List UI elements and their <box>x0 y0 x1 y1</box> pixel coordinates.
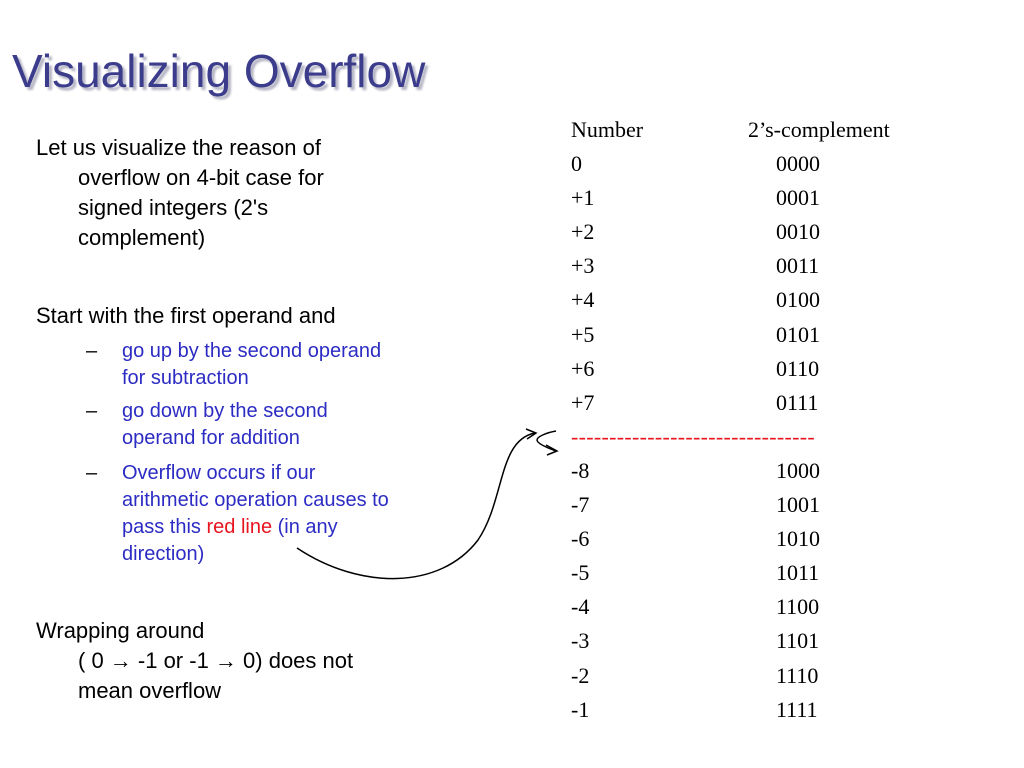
wrap-line-1: Wrapping around <box>36 618 205 643</box>
arrow-head-lower <box>546 445 557 455</box>
bullet-subtraction <box>86 338 466 392</box>
bullet-line: arithmetic operation causes to <box>122 489 389 511</box>
bullet-line: for subtraction <box>122 367 249 389</box>
bullet-text: pass this <box>122 516 207 538</box>
row-number: -7 <box>571 492 590 518</box>
row-number: -2 <box>571 662 590 688</box>
wrap-paragraph <box>36 616 466 706</box>
row-number: -6 <box>571 526 590 552</box>
row-binary: 0000 <box>776 151 820 177</box>
wrap-line-3: mean overflow <box>78 678 222 703</box>
row-binary: 1111 <box>776 696 818 722</box>
bullet-line: operand for addition <box>122 427 300 449</box>
bullet-dash: – <box>86 400 98 422</box>
start-line: Start with the first operand and <box>36 303 336 328</box>
bullet-text: (in any <box>272 516 338 538</box>
intro-line-2: overflow on 4-bit case for <box>78 165 324 190</box>
row-number: -4 <box>571 594 590 620</box>
bullet-line: Overflow occurs if our <box>122 462 316 484</box>
row-number: +7 <box>571 389 595 415</box>
row-binary: 1000 <box>776 457 820 483</box>
bullet-addition <box>86 398 466 452</box>
bullet-overflow <box>86 460 466 568</box>
row-binary: 0001 <box>776 185 820 211</box>
slide-title: Visualizing Overflow <box>12 45 426 97</box>
bullet-line: direction) <box>122 543 205 565</box>
row-number: -1 <box>571 696 590 722</box>
row-number: +1 <box>571 185 595 211</box>
row-number: -3 <box>571 628 590 654</box>
row-number: -5 <box>571 560 590 586</box>
intro-line-1: Let us visualize the reason of <box>36 135 321 160</box>
row-binary: 0100 <box>776 287 820 313</box>
row-number: 0 <box>571 151 582 177</box>
row-number: +5 <box>571 321 595 347</box>
curve-return <box>537 431 556 451</box>
row-binary: 0010 <box>776 219 820 245</box>
bullet-line <box>86 514 466 541</box>
row-number: +3 <box>571 253 595 279</box>
bullet-dash: – <box>86 462 98 484</box>
row-number: -8 <box>571 457 590 483</box>
red-line-text: red line <box>206 516 273 538</box>
start-paragraph <box>36 301 466 331</box>
row-binary: 1010 <box>776 526 820 552</box>
row-binary: 1110 <box>776 662 819 688</box>
row-binary: 1101 <box>776 628 820 654</box>
bullet-line: go down by the second <box>122 400 328 422</box>
row-binary: 1001 <box>776 492 820 518</box>
row-number: +2 <box>571 219 595 245</box>
intro-line-3: signed integers (2's <box>78 195 269 220</box>
row-number: +6 <box>571 355 595 381</box>
header-complement: 2’s-complement <box>748 117 890 142</box>
row-binary: 1011 <box>776 560 820 586</box>
row-binary: 0101 <box>776 321 820 347</box>
intro-line-4: complement) <box>78 225 206 250</box>
bullet-dash: – <box>86 340 98 362</box>
row-number: +4 <box>571 287 595 313</box>
header-number: Number <box>571 117 644 142</box>
intro-paragraph <box>36 133 466 253</box>
row-binary: 0110 <box>776 355 820 381</box>
overflow-red-line: -------------------------------- <box>571 423 816 449</box>
arrow-head-upper <box>526 429 536 439</box>
wrap-line-2: ( 0 → -1 or -1 → 0) does not <box>78 648 354 673</box>
row-binary: 0011 <box>776 253 820 279</box>
row-binary: 1100 <box>776 594 820 620</box>
row-binary: 0111 <box>776 389 819 415</box>
bullet-line: go up by the second operand <box>122 340 382 362</box>
